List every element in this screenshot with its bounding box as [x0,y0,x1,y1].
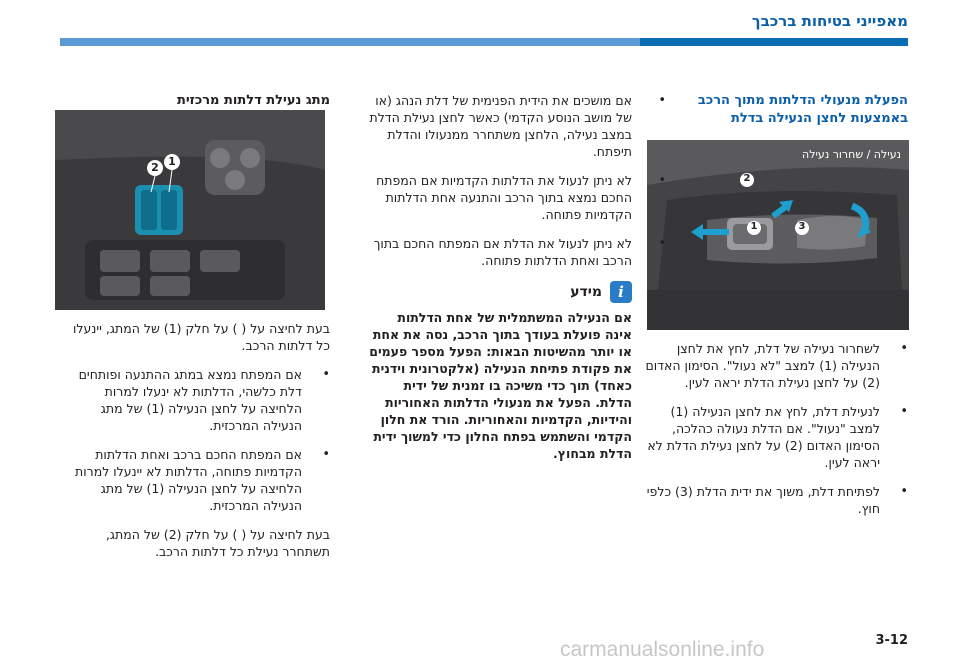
info-notice-header [367,281,632,303]
callout-2: 2 [743,173,751,184]
bullet-open: • לפתיחת דלת, משוך את ידית הדלת (3) כלפי חוץ. [638,483,908,517]
info-text: אם הנעילה המשתמלית של אחת הדלתות אינה פועלת בעודך בתוך הרכב, נסה את אחת או יותר מהשיטות הבאות: הפעל מספר פעמים את פקודת פתיחת הנעילה (אלקטרונית וידנית כאחד) תוך כדי משיכה בו זמנית של ידית הדלת. הפעל את מנעולי הדלתות האחוריות והידיות, הקדמיות והאחוריות. הורד את חלון הקדמי והשתמש בפתח החלון כדי למשוך ידית הדלת מבחוץ. [369,310,632,461]
central-lock-body [60,320,330,572]
central-lock-switch-illustration [55,110,325,310]
central-lock-switch-photo [55,110,325,310]
door-lock-button-title: הפעלת מנעולי הדלתות מתוך הרכב באמצעות לחצן הנעילה בדלת [697,93,908,126]
info-label: מידע [570,283,602,300]
image-caption: נעילה / שחרור נעילה [802,148,901,161]
central-lock-outro: בעת לחיצה על ( ) על חלק (2) של המתג, תשתחרר נעילת כל דלתות הרכב. [105,527,330,559]
callout-2: 2 [151,161,159,174]
central-lock-section [60,92,330,110]
central-lock-intro: בעת לחיצה על ( ) על חלק (1) של המתג, יינעלו כל דלתות הרכב. [73,321,330,353]
central-lock-title: מתג נעילת דלתות מרכזית [176,93,330,108]
note-smart-key: • לא ניתן לנעול את הדלת אם המפתח החכם בתוך הרכב ואחת הדלתות פתוחה. [367,235,632,269]
watermark: carmanualsonline.info [560,638,765,661]
header-rule [60,38,908,46]
door-lock-bullets [638,340,908,529]
page-number: 3-12 [875,633,908,648]
door-handle-illustration [647,140,909,330]
central-lock-note-smart-key: • אם המפתח החכם ברכב ואחת הדלתות הקדמיות פתוחה, הדלתות לא יינעלו למרות הלחיצה על לחצן הנעילה (1) של מתג הנעילה המרכזית. [60,446,330,514]
info-icon: i [610,281,632,303]
note-front-doors: • לא ניתן לנעול את הדלתות הקדמיות אם המפתח החכם נמצא בתוך הרכב והתנעה אחת הדלתות הקדמיות פתוחה. [367,172,632,223]
section-title: מאפייני בטיחות ברכבך [751,12,908,30]
note-inner-handle: • אם מושכים את הידית הפנימית של דלת הנהג (או של מושב הנוסע הקדמי) כאשר לחצן נעילת הדלת במצב נעילה, הלחצן משתחרר ממנעולו והדלת תיפתח. [367,92,632,160]
bullet-lock: • לנעילת דלת, לחץ את לחצן הנעילה (1) למצב "נעול". אם הדלת נעולה כהלכה, הסימון האדום (2) על לחצן נעילת הדלת לא יראה לעין. [638,403,908,471]
door-handle-photo [647,140,909,330]
callout-1: 1 [168,155,176,168]
callout-1: 1 [750,221,758,232]
door-lock-notes [367,92,632,462]
central-lock-note-key: • אם המפתח נמצא במתג ההתנעה ופותחים דלת כלשהי, הדלתות לא ינעלו למרות הלחיצה על לחצן הנעילה (1) של מתג הנעילה המרכזית. [60,366,330,434]
bullet-unlock: • לשחרור נעילה של דלת, לחץ את לחצן הנעילה (1) למצב "לא נעול". הסימון האדום (2) על לחצן נעילת הדלת יראה לעין. [638,340,908,391]
callout-3: 3 [798,221,806,232]
door-lock-button-section [648,92,908,128]
